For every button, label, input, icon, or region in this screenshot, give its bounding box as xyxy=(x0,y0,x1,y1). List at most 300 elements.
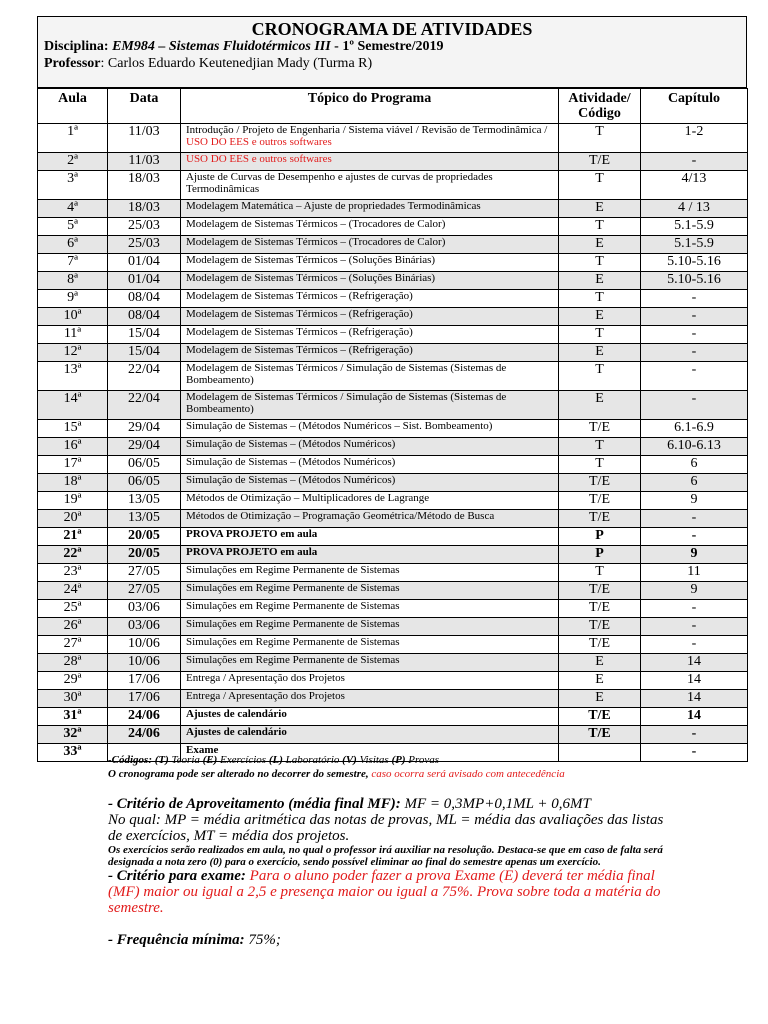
code-label: Teoria xyxy=(168,754,203,766)
cell-atividade-text: E xyxy=(595,200,604,215)
cell-capitulo xyxy=(641,326,748,344)
cell-capitulo xyxy=(641,438,748,456)
cell-topico xyxy=(181,456,559,474)
cell-capitulo xyxy=(641,153,748,171)
cell-data xyxy=(108,546,181,564)
cell-data xyxy=(108,582,181,600)
cell-topico xyxy=(181,438,559,456)
cell-capitulo-text: 1-2 xyxy=(684,124,704,139)
cell-aula xyxy=(38,726,108,744)
cell-capitulo xyxy=(641,708,748,726)
cell-topico-text: Simulações em Regime Permanente de Sistemas xyxy=(186,600,400,612)
exam-text: Para o aluno poder fazer a prova Exame (E) deverá ter média final (MF) maior ou igual a 2,5 e presença maior ou igual a 75%. Prova sobre toda a matéria do semestre. xyxy=(108,868,661,916)
cell-aula xyxy=(38,153,108,171)
cell-atividade-text: E xyxy=(595,690,604,705)
professor-line xyxy=(44,56,372,72)
cell-capitulo-text: 9 xyxy=(690,546,698,561)
table-row xyxy=(38,726,748,744)
cell-aula-text: 19ª xyxy=(63,492,82,507)
cell-atividade xyxy=(559,528,641,546)
table-row xyxy=(38,654,748,672)
cell-aula xyxy=(38,744,108,762)
table-header-row xyxy=(38,89,748,124)
cell-data-text: 27/05 xyxy=(128,564,160,579)
cell-topico xyxy=(181,326,559,344)
table-row xyxy=(38,308,748,326)
software-note: USO DO EES e outros softwares xyxy=(186,136,332,148)
cell-aula-text: 31ª xyxy=(63,708,82,723)
cell-capitulo xyxy=(641,290,748,308)
cell-capitulo xyxy=(641,564,748,582)
cell-aula xyxy=(38,344,108,362)
cell-atividade-text: P xyxy=(595,546,604,561)
software-note: USO DO EES e outros softwares xyxy=(186,153,332,165)
cell-data-text: 18/03 xyxy=(128,171,160,186)
cell-topico-text: Modelagem de Sistemas Térmicos / Simulação de Sistemas (Sistemas de Bombeamento) xyxy=(186,362,507,386)
cell-topico-text: Simulação de Sistemas – (Métodos Numéricos) xyxy=(186,474,396,486)
cell-aula xyxy=(38,528,108,546)
cell-capitulo-text: - xyxy=(691,528,697,543)
cell-capitulo-text: - xyxy=(691,153,697,168)
cell-capitulo-text: 5.1-5.9 xyxy=(674,218,714,233)
cell-aula-text: 17ª xyxy=(63,456,82,471)
mf-criterion xyxy=(108,796,668,812)
cell-aula xyxy=(38,254,108,272)
cell-topico xyxy=(181,254,559,272)
semester: - 1º Semestre/2019 xyxy=(334,39,444,54)
cell-capitulo xyxy=(641,636,748,654)
cell-capitulo-text: - xyxy=(691,290,697,305)
col-header-aula: Aula xyxy=(38,89,108,124)
table-row xyxy=(38,344,748,362)
cell-capitulo-text: 9 xyxy=(690,582,698,597)
cell-atividade xyxy=(559,236,641,254)
cell-atividade-text: T/E xyxy=(589,420,610,435)
cell-aula-text: 10ª xyxy=(63,308,82,323)
discipline-label: Disciplina xyxy=(44,39,104,54)
footnotes xyxy=(108,753,668,781)
cell-data xyxy=(108,528,181,546)
cell-atividade xyxy=(559,344,641,362)
cell-atividade-text: E xyxy=(595,654,604,669)
cell-capitulo xyxy=(641,528,748,546)
cell-aula-text: 32ª xyxy=(63,726,82,741)
cell-data xyxy=(108,290,181,308)
cell-data-text: 24/06 xyxy=(128,726,160,741)
cell-topico-text: PROVA PROJETO em aula xyxy=(186,528,318,540)
cell-topico-text: Entrega / Apresentação dos Projetos xyxy=(186,672,345,684)
table-row xyxy=(38,474,748,492)
cell-aula-text: 11ª xyxy=(63,326,82,341)
table-row xyxy=(38,492,748,510)
cell-atividade-text: T xyxy=(595,564,604,579)
cell-topico xyxy=(181,272,559,290)
freq-criterion xyxy=(108,932,668,948)
cell-topico xyxy=(181,726,559,744)
cell-capitulo xyxy=(641,726,748,744)
table-row xyxy=(38,600,748,618)
cell-capitulo-text: - xyxy=(691,744,697,759)
cell-data-text: 20/05 xyxy=(128,546,160,561)
cell-topico-text: Simulações em Regime Permanente de Sistemas xyxy=(186,636,400,648)
cell-atividade xyxy=(559,391,641,420)
cell-aula-text: 26ª xyxy=(63,618,82,633)
cell-aula-text: 13ª xyxy=(63,362,82,377)
cell-aula xyxy=(38,510,108,528)
cell-data-text: 06/05 xyxy=(128,474,160,489)
cell-capitulo xyxy=(641,200,748,218)
cell-aula-text: 21ª xyxy=(63,528,82,543)
table-row xyxy=(38,690,748,708)
cell-topico-text: Métodos de Otimização – Multiplicadores de Lagrange xyxy=(186,492,430,504)
cell-topico-text: Exame xyxy=(186,744,219,756)
cell-aula xyxy=(38,492,108,510)
cell-data-text: 03/06 xyxy=(128,618,160,633)
cell-topico-text: Modelagem de Sistemas Térmicos – (Soluções Binárias) xyxy=(186,272,436,284)
cell-capitulo xyxy=(641,218,748,236)
cell-atividade xyxy=(559,456,641,474)
table-row xyxy=(38,546,748,564)
cell-aula-text: 4ª xyxy=(67,200,78,215)
cell-topico xyxy=(181,546,559,564)
cell-atividade xyxy=(559,200,641,218)
cell-capitulo-text: 14 xyxy=(687,654,701,669)
table-row xyxy=(38,362,748,391)
cell-topico-text: Ajuste de Curvas de Desempenho e ajustes de curvas de propriedades Termodinâmicas xyxy=(186,171,493,195)
table-row xyxy=(38,290,748,308)
cell-atividade xyxy=(559,546,641,564)
cell-atividade xyxy=(559,153,641,171)
cell-atividade xyxy=(559,124,641,153)
cell-aula-text: 8ª xyxy=(67,272,78,287)
cell-atividade xyxy=(559,564,641,582)
cell-atividade xyxy=(559,582,641,600)
cell-atividade-text: E xyxy=(595,308,604,323)
discipline-line: Disciplina: EM984 – Sistemas Fluidotérmicos III - 1º Semestre/2019 xyxy=(44,39,444,54)
cell-atividade xyxy=(559,618,641,636)
cell-atividade-text: T/E xyxy=(589,636,610,651)
cell-capitulo xyxy=(641,474,748,492)
cell-aula xyxy=(38,672,108,690)
cell-atividade-text: T/E xyxy=(589,600,610,615)
cell-topico-text: Modelagem de Sistemas Térmicos / Simulação de Sistemas (Sistemas de Bombeamento) xyxy=(186,391,507,415)
cell-data xyxy=(108,153,181,171)
cell-topico xyxy=(181,153,559,171)
cell-data xyxy=(108,600,181,618)
cell-aula-text: 27ª xyxy=(63,636,82,651)
cell-atividade-text: T/E xyxy=(589,510,610,525)
cell-aula xyxy=(38,636,108,654)
cell-atividade xyxy=(559,326,641,344)
table-row xyxy=(38,618,748,636)
cell-topico xyxy=(181,344,559,362)
codes-legend xyxy=(108,753,668,767)
cell-atividade-text: T/E xyxy=(588,726,611,741)
cell-aula xyxy=(38,308,108,326)
cell-data xyxy=(108,420,181,438)
code-key: (T) xyxy=(154,754,169,766)
cell-data-text: 22/04 xyxy=(128,362,160,377)
cell-data xyxy=(108,236,181,254)
cell-data-text: 01/04 xyxy=(128,254,160,269)
cell-data xyxy=(108,344,181,362)
cell-aula xyxy=(38,474,108,492)
cell-capitulo-text: - xyxy=(691,636,697,651)
cell-data-text: 25/03 xyxy=(128,218,160,233)
cell-capitulo-text: 14 xyxy=(687,672,701,687)
cell-aula-text: 14ª xyxy=(63,391,82,406)
cell-data xyxy=(108,726,181,744)
schedule-table xyxy=(37,88,748,762)
cell-data xyxy=(108,618,181,636)
table-row xyxy=(38,272,748,290)
header-box xyxy=(37,16,747,88)
cell-capitulo xyxy=(641,272,748,290)
cell-atividade xyxy=(559,474,641,492)
table-row xyxy=(38,326,748,344)
cell-topico xyxy=(181,308,559,326)
cell-aula-text: 23ª xyxy=(63,564,82,579)
cell-atividade-text: T xyxy=(595,326,604,341)
cell-capitulo-text: - xyxy=(691,618,697,633)
code-label: Visitas xyxy=(356,754,392,766)
cell-atividade-text: T xyxy=(595,171,604,186)
cell-topico xyxy=(181,420,559,438)
cell-aula xyxy=(38,438,108,456)
cell-data-text: 24/06 xyxy=(128,708,160,723)
table-row xyxy=(38,153,748,171)
cell-aula xyxy=(38,290,108,308)
cell-topico-text: Entrega / Apresentação dos Projetos xyxy=(186,690,345,702)
cell-data xyxy=(108,672,181,690)
cell-aula xyxy=(38,171,108,200)
cell-topico-text: Simulação de Sistemas – (Métodos Numéricos) xyxy=(186,456,396,468)
cell-aula xyxy=(38,391,108,420)
cell-aula-text: 28ª xyxy=(63,654,82,669)
cell-topico-text: Ajustes de calendário xyxy=(186,726,287,738)
cell-capitulo xyxy=(641,618,748,636)
cell-aula-text: 15ª xyxy=(63,420,82,435)
mf-formula: MF = 0,3MP+0,1ML + 0,6MT xyxy=(400,796,591,812)
cell-atividade-text: T xyxy=(595,362,604,377)
cell-topico-text: Simulações em Regime Permanente de Sistemas xyxy=(186,618,400,630)
cell-data xyxy=(108,218,181,236)
cell-topico-text: Modelagem de Sistemas Térmicos – (Trocadores de Calor) xyxy=(186,218,446,230)
exam-label: - Critério para exame: xyxy=(108,868,246,884)
cell-atividade-text: T/E xyxy=(589,153,610,168)
cell-atividade xyxy=(559,438,641,456)
cell-aula xyxy=(38,618,108,636)
cell-capitulo-text: 6 xyxy=(690,474,698,489)
cell-data xyxy=(108,171,181,200)
cell-topico-text: Modelagem de Sistemas Térmicos – (Soluções Binárias) xyxy=(186,254,436,266)
cell-capitulo-text: - xyxy=(691,362,697,377)
cell-data-text: 25/03 xyxy=(128,236,160,251)
cell-atividade xyxy=(559,492,641,510)
schedule-body xyxy=(38,124,748,762)
cell-capitulo xyxy=(641,582,748,600)
cell-topico xyxy=(181,564,559,582)
cell-capitulo xyxy=(641,672,748,690)
cell-atividade xyxy=(559,600,641,618)
cell-aula xyxy=(38,326,108,344)
table-row xyxy=(38,636,748,654)
cell-atividade-text: E xyxy=(595,391,604,406)
cell-topico-text: Modelagem de Sistemas Térmicos – (Refrigeração) xyxy=(186,290,413,302)
table-row xyxy=(38,200,748,218)
cell-data-text: 29/04 xyxy=(128,438,160,453)
exam-criterion xyxy=(108,868,668,916)
cell-aula-text: 9ª xyxy=(67,290,78,305)
mf-explanation: No qual: MP = média aritmética das notas de provas, ML = média das avaliações das listas de exercícios, MT = média dos projetos. xyxy=(108,812,664,844)
cell-data-text: 11/03 xyxy=(128,153,160,168)
code-label: Provas xyxy=(405,754,440,766)
cell-topico xyxy=(181,200,559,218)
cell-aula xyxy=(38,564,108,582)
cell-atividade xyxy=(559,308,641,326)
cell-aula xyxy=(38,708,108,726)
cell-atividade xyxy=(559,362,641,391)
cell-topico-text: Simulação de Sistemas – (Métodos Numéricos – Sist. Bombeamento) xyxy=(186,420,493,432)
cell-topico-text: Simulações em Regime Permanente de Sistemas xyxy=(186,564,400,576)
cell-aula-text: 12ª xyxy=(63,344,82,359)
cell-atividade-text: E xyxy=(595,344,604,359)
col-header-topico: Tópico do Programa xyxy=(181,89,559,124)
cell-data xyxy=(108,124,181,153)
cell-data-text: 13/05 xyxy=(128,510,160,525)
cell-atividade-text: T/E xyxy=(589,492,610,507)
cell-atividade-text: T/E xyxy=(589,474,610,489)
cell-data xyxy=(108,391,181,420)
cell-topico xyxy=(181,236,559,254)
cell-atividade xyxy=(559,218,641,236)
cell-data-text: 01/04 xyxy=(128,272,160,287)
cell-topico-text: Simulações em Regime Permanente de Sistemas xyxy=(186,654,400,666)
cell-aula xyxy=(38,582,108,600)
code-key: (E) xyxy=(202,754,218,766)
cell-topico xyxy=(181,218,559,236)
cell-capitulo xyxy=(641,456,748,474)
cell-capitulo-text: 4/13 xyxy=(681,171,707,186)
cell-atividade-text: T xyxy=(595,218,604,233)
cell-capitulo-text: - xyxy=(691,600,697,615)
cell-aula-text: 2ª xyxy=(67,153,78,168)
cell-topico xyxy=(181,171,559,200)
cell-atividade-text: E xyxy=(595,672,604,687)
cell-aula xyxy=(38,218,108,236)
cell-aula xyxy=(38,654,108,672)
cell-data-text: 06/05 xyxy=(128,456,160,471)
cell-data xyxy=(108,636,181,654)
cell-topico-text: Modelagem de Sistemas Térmicos – (Refrigeração) xyxy=(186,326,413,338)
col-header-atividade: Atividade/ Código xyxy=(559,89,641,124)
cell-data xyxy=(108,362,181,391)
freq-value: 75%; xyxy=(244,932,281,948)
cell-topico-text: Modelagem Matemática – Ajuste de propriedades Termodinâmicas xyxy=(186,200,481,212)
cell-topico-text: Modelagem de Sistemas Térmicos – (Refrigeração) xyxy=(186,308,413,320)
cell-atividade xyxy=(559,254,641,272)
cell-aula-text: 6ª xyxy=(67,236,78,251)
cell-capitulo-text: 6.10-6.13 xyxy=(667,438,721,453)
discipline-name: EM984 – Sistemas Fluidotérmicos III xyxy=(112,39,331,54)
cell-atividade-text: T/E xyxy=(588,708,611,723)
freq-label: - Frequência mínima: xyxy=(108,932,245,948)
code-key: (P) xyxy=(391,754,406,766)
table-row xyxy=(38,672,748,690)
cell-data-text: 10/06 xyxy=(128,636,160,651)
code-key: (L) xyxy=(268,754,283,766)
cell-topico xyxy=(181,391,559,420)
cell-capitulo-text: 5.1-5.9 xyxy=(674,236,714,251)
professor-label: Professor xyxy=(44,56,101,71)
cell-aula xyxy=(38,420,108,438)
cell-atividade-text: T xyxy=(595,290,604,305)
cell-atividade-text: T xyxy=(595,254,604,269)
cell-aula xyxy=(38,362,108,391)
table-row xyxy=(38,456,748,474)
table-row xyxy=(38,218,748,236)
cell-capitulo xyxy=(641,171,748,200)
cell-capitulo-text: 5.10-5.16 xyxy=(667,272,721,287)
document-title: CRONOGRAMA DE ATIVIDADES xyxy=(251,19,533,39)
cell-data xyxy=(108,438,181,456)
cell-capitulo-text: - xyxy=(691,308,697,323)
cell-capitulo xyxy=(641,546,748,564)
cell-capitulo-text: 9 xyxy=(690,492,698,507)
cell-topico-text: Métodos de Otimização – Programação Geométrica/Método de Busca xyxy=(186,510,495,522)
codes-list xyxy=(155,754,439,766)
cell-atividade xyxy=(559,726,641,744)
cell-aula-text: 5ª xyxy=(67,218,78,233)
col-header-capitulo: Capítulo xyxy=(641,89,748,124)
cell-aula-text: 29ª xyxy=(63,672,82,687)
cell-data-text: 18/03 xyxy=(128,200,160,215)
cell-data xyxy=(108,690,181,708)
mf-label: - Critério de Aproveitamento (média final MF): xyxy=(108,796,401,812)
code-key: (V) xyxy=(342,754,357,766)
cell-aula-text: 7ª xyxy=(67,254,78,269)
cell-topico xyxy=(181,672,559,690)
exercise-note: Os exercícios serão realizados em aula, no qual o professor irá auxiliar na resolução. Destaca-se que em caso de falta será designada a nota zero (0) para o exercício, sendo possível eliminar ao final do semestre apenas um exercício. xyxy=(108,844,663,868)
schedule-note-text: O cronograma pode ser alterado no decorrer do semestre, xyxy=(108,768,369,780)
cell-capitulo xyxy=(641,254,748,272)
cell-capitulo xyxy=(641,690,748,708)
cell-capitulo xyxy=(641,600,748,618)
cell-capitulo xyxy=(641,510,748,528)
codes-prefix: -Códigos: xyxy=(108,754,152,766)
cell-atividade xyxy=(559,272,641,290)
cell-capitulo xyxy=(641,344,748,362)
cell-capitulo-text: 6 xyxy=(690,456,698,471)
table-row xyxy=(38,564,748,582)
cell-capitulo xyxy=(641,124,748,153)
criteria-section xyxy=(108,796,668,948)
cell-capitulo-text: 14 xyxy=(687,690,701,705)
cell-topico xyxy=(181,290,559,308)
cell-capitulo-text: - xyxy=(691,510,697,525)
cell-data xyxy=(108,254,181,272)
cell-aula xyxy=(38,690,108,708)
cell-topico xyxy=(181,362,559,391)
cell-aula-text: 25ª xyxy=(63,600,82,615)
cell-aula xyxy=(38,600,108,618)
table-row xyxy=(38,438,748,456)
cell-topico xyxy=(181,582,559,600)
cell-atividade-text: T/E xyxy=(589,582,610,597)
cell-capitulo xyxy=(641,308,748,326)
cell-aula-text: 30ª xyxy=(63,690,82,705)
cell-atividade-text: T xyxy=(595,456,604,471)
